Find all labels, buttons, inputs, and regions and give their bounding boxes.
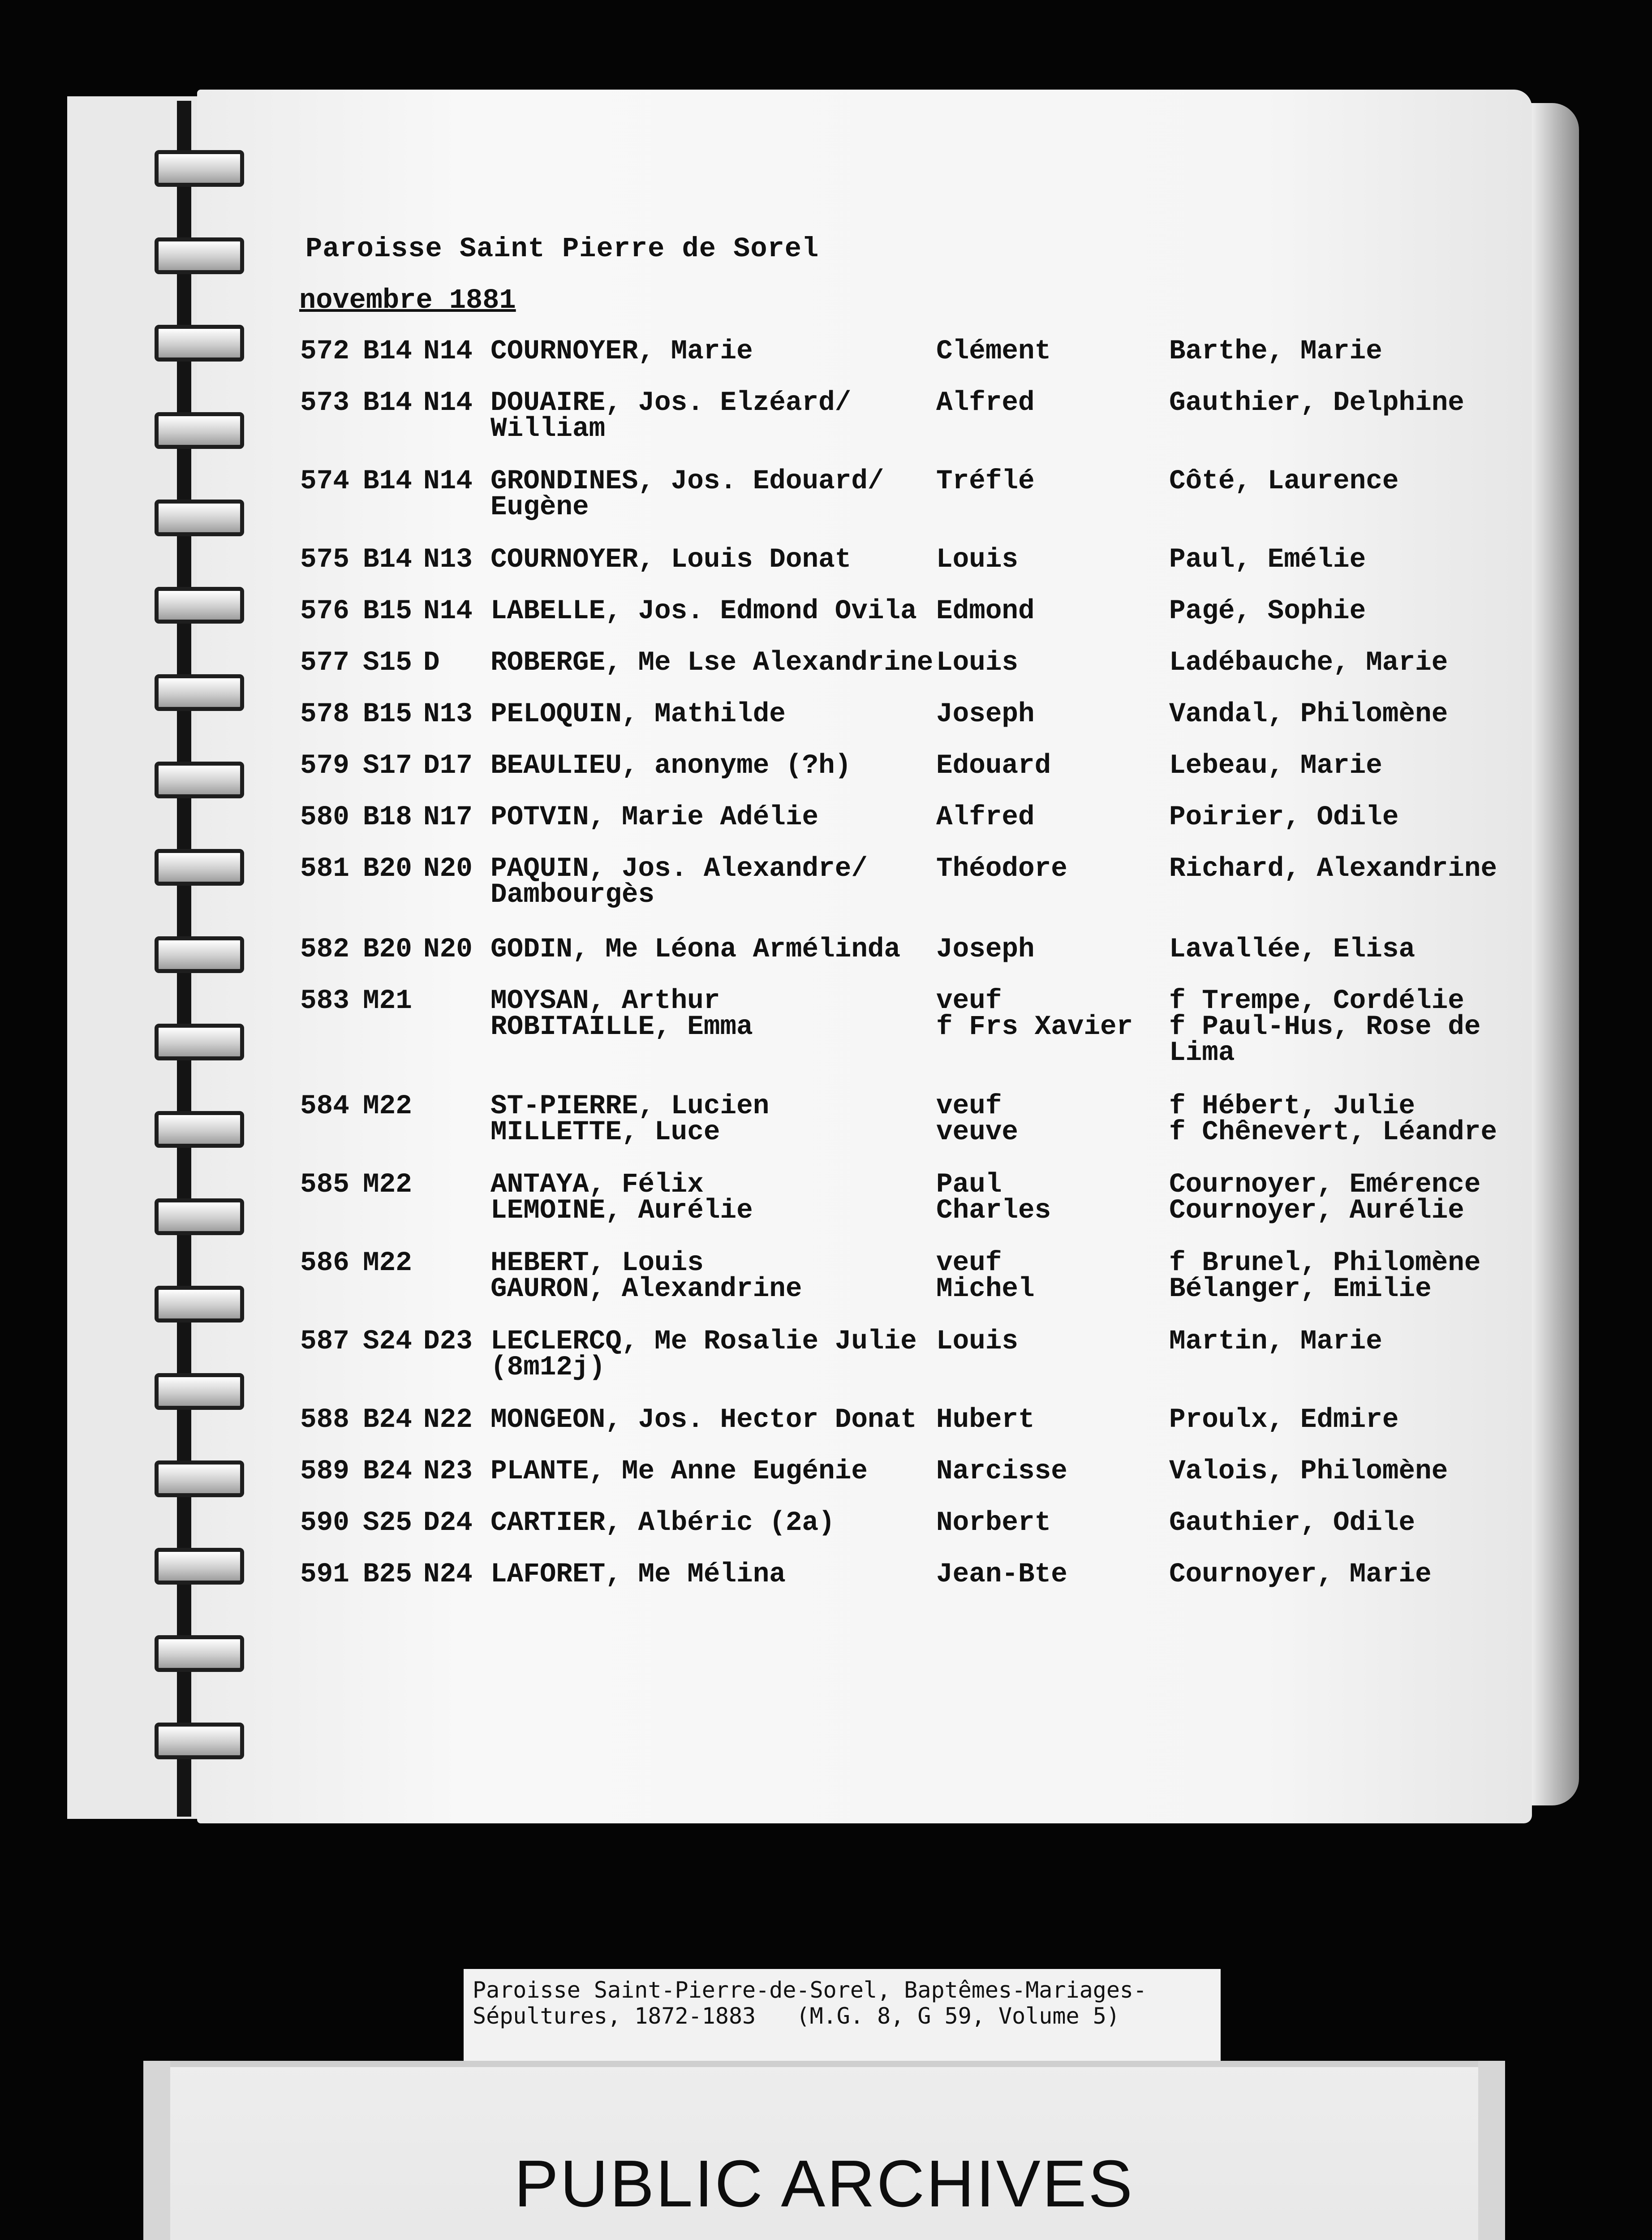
record-event-date: S17: [363, 750, 412, 781]
record-event-date: M21: [363, 986, 412, 1017]
record-number: 588: [300, 1404, 349, 1435]
record-birth-date: D24: [423, 1508, 473, 1538]
record-event-date: M22: [363, 1248, 412, 1279]
record-father: veuf: [936, 1248, 1002, 1279]
record-mother: Proulx, Edmire: [1169, 1404, 1399, 1435]
record-number: 586: [300, 1248, 349, 1279]
record-mother: Poirier, Odile: [1169, 802, 1399, 833]
record-name: COURNOYER, Marie: [490, 336, 753, 367]
record-name: ROBITAILLE, Emma: [490, 1012, 753, 1042]
record-name: PLANTE, Me Anne Eugénie: [490, 1456, 868, 1487]
record-father: Edouard: [936, 750, 1051, 781]
record-mother: Lavallée, Elisa: [1169, 934, 1415, 965]
binding-coil: [155, 1723, 244, 1759]
record-birth-date: N14: [423, 336, 473, 367]
record-number: 577: [300, 647, 349, 678]
record-father: Louis: [936, 647, 1019, 678]
record-father: Hubert: [936, 1404, 1035, 1435]
record-mother: Lebeau, Marie: [1169, 750, 1382, 781]
record-birth-date: N14: [423, 388, 473, 418]
record-event-date: M22: [363, 1091, 412, 1122]
month-heading: novembre 1881: [299, 284, 516, 316]
binding-coil: [155, 849, 244, 886]
record-birth-date: N13: [423, 544, 473, 575]
record-mother: Valois, Philomène: [1169, 1456, 1448, 1487]
record-event-date: B14: [363, 336, 412, 367]
binding-coil: [155, 762, 244, 798]
record-birth-date: N13: [423, 699, 473, 730]
record-event-date: S25: [363, 1508, 412, 1538]
record-father: Paul: [936, 1169, 1002, 1200]
binding-coil: [155, 1198, 244, 1235]
record-event-date: M22: [363, 1169, 412, 1200]
record-event-date: S24: [363, 1326, 412, 1357]
record-number: 574: [300, 466, 349, 497]
record-name: Dambourgès: [490, 879, 655, 910]
record-name: MILLETTE, Luce: [490, 1117, 720, 1148]
record-name: ST-PIERRE, Lucien: [490, 1091, 770, 1122]
record-mother: Cournoyer, Emérence: [1169, 1169, 1481, 1200]
record-name: (8m12j): [490, 1352, 606, 1383]
record-father: Alfred: [936, 802, 1035, 833]
record-name: BEAULIEU, anonyme (?h): [490, 750, 852, 781]
record-mother: f Trempe, Cordélie: [1169, 986, 1464, 1017]
record-number: 585: [300, 1169, 349, 1200]
record-number: 589: [300, 1456, 349, 1487]
record-event-date: B15: [363, 699, 412, 730]
record-mother: Ladébauche, Marie: [1169, 647, 1448, 678]
record-name: ANTAYA, Félix: [490, 1169, 704, 1200]
record-mother: f Chênevert, Léandre: [1169, 1117, 1497, 1148]
archives-card: [143, 2061, 1505, 2240]
record-name: CARTIER, Albéric (2a): [490, 1508, 835, 1538]
record-father: Edmond: [936, 596, 1035, 627]
binding-coil: [155, 1111, 244, 1148]
record-event-date: B24: [363, 1404, 412, 1435]
record-father: Michel: [936, 1274, 1035, 1305]
record-birth-date: N14: [423, 466, 473, 497]
record-event-date: B14: [363, 466, 412, 497]
record-number: 583: [300, 986, 349, 1017]
record-event-date: B25: [363, 1559, 412, 1590]
record-mother: Pagé, Sophie: [1169, 596, 1366, 627]
record-birth-date: N24: [423, 1559, 473, 1590]
record-name: LEMOINE, Aurélie: [490, 1195, 753, 1226]
record-father: Louis: [936, 544, 1019, 575]
record-number: 578: [300, 699, 349, 730]
record-birth-date: D17: [423, 750, 473, 781]
record-father: f Frs Xavier: [936, 1012, 1133, 1042]
record-birth-date: N23: [423, 1456, 473, 1487]
record-name: POTVIN, Marie Adélie: [490, 802, 819, 833]
record-number: 580: [300, 802, 349, 833]
record-birth-date: N22: [423, 1404, 473, 1435]
binding-coil: [155, 500, 244, 536]
binding-coil: [155, 1548, 244, 1585]
record-name: GAURON, Alexandrine: [490, 1274, 802, 1305]
record-name: MOYSAN, Arthur: [490, 986, 720, 1017]
binding-coil: [155, 936, 244, 973]
record-birth-date: N20: [423, 853, 473, 884]
record-name: DOUAIRE, Jos. Elzéard/: [490, 388, 852, 418]
record-mother: Lima: [1169, 1038, 1235, 1068]
record-number: 576: [300, 596, 349, 627]
record-father: Théodore: [936, 853, 1067, 884]
page-title: Paroisse Saint Pierre de Sorel: [305, 233, 819, 265]
record-mother: Martin, Marie: [1169, 1326, 1382, 1357]
record-father: veuf: [936, 986, 1002, 1017]
binding-coil: [155, 1286, 244, 1322]
record-father: Norbert: [936, 1508, 1051, 1538]
binding-coil: [155, 325, 244, 362]
record-birth-date: N17: [423, 802, 473, 833]
record-name: William: [490, 414, 606, 444]
record-event-date: B20: [363, 934, 412, 965]
record-name: GRONDINES, Jos. Edouard/: [490, 466, 884, 497]
record-father: Narcisse: [936, 1456, 1067, 1487]
record-event-date: S15: [363, 647, 412, 678]
record-father: Clément: [936, 336, 1051, 367]
record-father: Joseph: [936, 699, 1035, 730]
record-event-date: B14: [363, 544, 412, 575]
record-birth-date: D: [423, 647, 440, 678]
record-birth-date: N20: [423, 934, 473, 965]
record-birth-date: N14: [423, 596, 473, 627]
archives-line-english: PUBLIC ARCHIVES: [514, 2147, 1135, 2221]
record-mother: Vandal, Philomène: [1169, 699, 1448, 730]
record-number: 572: [300, 336, 349, 367]
record-father: veuf: [936, 1091, 1002, 1122]
record-mother: f Brunel, Philomène: [1169, 1248, 1481, 1279]
record-name: MONGEON, Jos. Hector Donat: [490, 1404, 917, 1435]
record-number: 584: [300, 1091, 349, 1122]
record-name: LECLERCQ, Me Rosalie Julie: [490, 1326, 917, 1357]
binding-coil: [155, 237, 244, 274]
record-mother: Bélanger, Emilie: [1169, 1274, 1432, 1305]
record-event-date: B20: [363, 853, 412, 884]
record-father: Louis: [936, 1326, 1019, 1357]
record-number: 587: [300, 1326, 349, 1357]
record-number: 573: [300, 388, 349, 418]
caption-line: Sépultures, 1872-1883 (M.G. 8, G 59, Volume 5): [473, 2003, 1120, 2029]
record-number: 575: [300, 544, 349, 575]
record-father: Alfred: [936, 388, 1035, 418]
record-father: Tréflé: [936, 466, 1035, 497]
record-father: veuve: [936, 1117, 1019, 1148]
record-number: 591: [300, 1559, 349, 1590]
binding-coil: [155, 1024, 244, 1060]
binding-coil: [155, 412, 244, 449]
record-number: 590: [300, 1508, 349, 1538]
record-name: Eugène: [490, 492, 589, 523]
record-number: 581: [300, 853, 349, 884]
binding-coil: [155, 150, 244, 187]
record-mother: f Paul-Hus, Rose de: [1169, 1012, 1481, 1042]
record-mother: Cournoyer, Marie: [1169, 1559, 1432, 1590]
record-mother: Gauthier, Delphine: [1169, 388, 1464, 418]
record-mother: Richard, Alexandrine: [1169, 853, 1497, 884]
record-mother: Cournoyer, Aurélie: [1169, 1195, 1464, 1226]
record-name: GODIN, Me Léona Armélinda: [490, 934, 901, 965]
microfilm-caption: [464, 1969, 1221, 2065]
record-name: LABELLE, Jos. Edmond Ovila: [490, 596, 917, 627]
record-event-date: B15: [363, 596, 412, 627]
record-father: Jean-Bte: [936, 1559, 1067, 1590]
record-event-date: B24: [363, 1456, 412, 1487]
record-name: LAFORET, Me Mélina: [490, 1559, 786, 1590]
record-mother: f Hébert, Julie: [1169, 1091, 1415, 1122]
record-mother: Côté, Laurence: [1169, 466, 1399, 497]
record-mother: Paul, Emélie: [1169, 544, 1366, 575]
record-name: PAQUIN, Jos. Alexandre/: [490, 853, 868, 884]
record-event-date: B18: [363, 802, 412, 833]
record-name: PELOQUIN, Mathilde: [490, 699, 786, 730]
binding-coil: [155, 1373, 244, 1410]
record-number: 582: [300, 934, 349, 965]
record-mother: Barthe, Marie: [1169, 336, 1382, 367]
record-name: COURNOYER, Louis Donat: [490, 544, 852, 575]
record-name: HEBERT, Louis: [490, 1248, 704, 1279]
record-father: Charles: [936, 1195, 1051, 1226]
record-number: 579: [300, 750, 349, 781]
record-event-date: B14: [363, 388, 412, 418]
record-name: ROBERGE, Me Lse Alexandrine: [490, 647, 934, 678]
record-mother: Gauthier, Odile: [1169, 1508, 1415, 1538]
caption-line: Paroisse Saint-Pierre-de-Sorel, Baptêmes-Mariages-: [473, 1977, 1147, 2003]
binding-coil: [155, 587, 244, 624]
binding-coil: [155, 1635, 244, 1672]
binding-coil: [155, 1460, 244, 1497]
record-father: Joseph: [936, 934, 1035, 965]
record-birth-date: D23: [423, 1326, 473, 1357]
binding-coil: [155, 674, 244, 711]
